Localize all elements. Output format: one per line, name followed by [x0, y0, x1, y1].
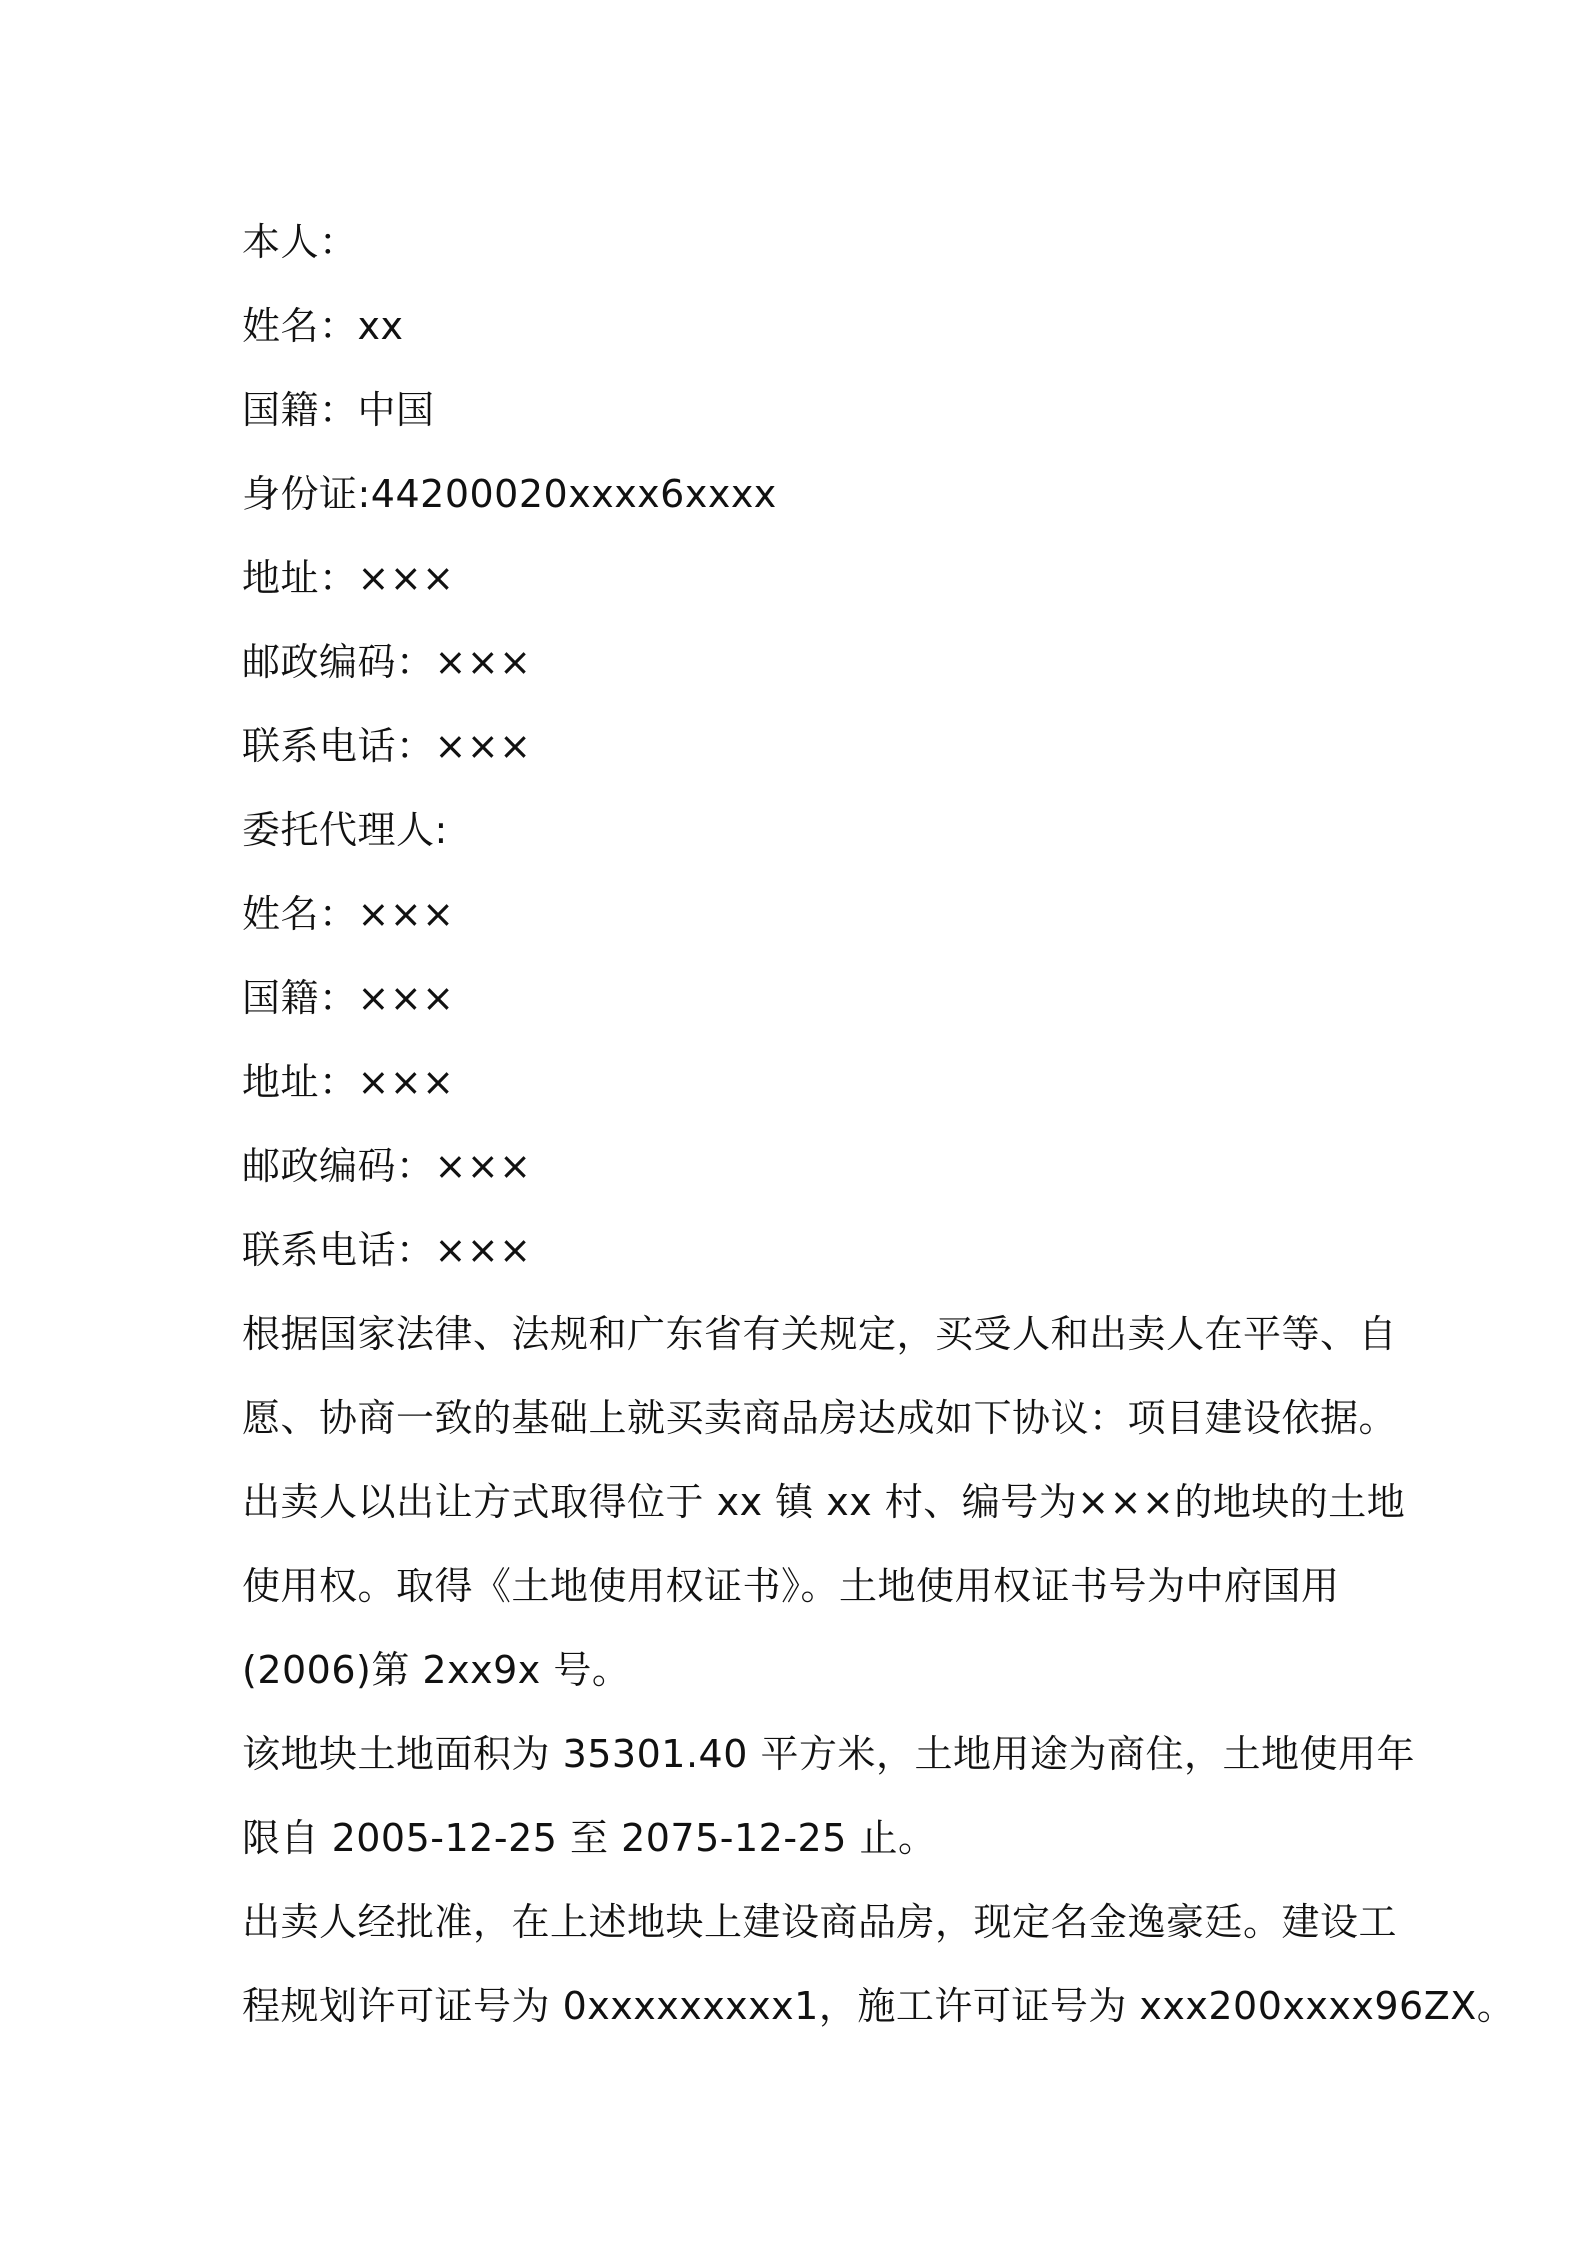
agent-nationality: 国籍：×××	[242, 976, 455, 1020]
principal-heading: 本人：	[242, 220, 358, 264]
principal-phone: 联系电话：×××	[242, 724, 532, 768]
principal-postal-code: 邮政编码：×××	[242, 640, 532, 684]
agent-postal-code: 邮政编码：×××	[242, 1144, 532, 1188]
document-page	[242, 200, 1516, 2048]
area-paragraph-line: 限自 2005-12-25 至 2075-12-25 止。	[242, 1816, 937, 1860]
agreement-paragraph-line: 根据国家法律、法规和广东省有关规定，买受人和出卖人在平等、自	[242, 1312, 1398, 1356]
land-paragraph-line: 出卖人以出让方式取得位于 xx 镇 xx 村、编号为×××的地块的土地	[242, 1480, 1406, 1524]
land-paragraph-line: 使用权。取得《土地使用权证书》。土地使用权证书号为中府国用	[242, 1564, 1340, 1608]
permit-paragraph-line: 程规划许可证号为 0xxxxxxxxx1，施工许可证号为 xxx200xxxx96ZX。	[242, 1984, 1516, 2028]
agent-phone: 联系电话：×××	[242, 1228, 532, 1272]
area-paragraph-line: 该地块土地面积为 35301.40 平方米，土地用途为商住，土地使用年	[242, 1732, 1415, 1776]
agent-name: 姓名：×××	[242, 892, 455, 936]
agent-heading: 委托代理人:	[242, 808, 448, 852]
land-paragraph-line: (2006)第 2xx9x 号。	[242, 1648, 631, 1692]
principal-name: 姓名：xx	[242, 304, 404, 348]
agreement-paragraph-line: 愿、协商一致的基础上就买卖商品房达成如下协议：项目建设依据。	[242, 1396, 1398, 1440]
permit-paragraph-line: 出卖人经批准，在上述地块上建设商品房，现定名金逸豪廷。建设工	[242, 1900, 1398, 1944]
principal-nationality: 国籍：中国	[242, 388, 435, 432]
principal-id-number: 身份证:44200020xxxx6xxxx	[242, 472, 777, 516]
principal-address: 地址：×××	[242, 556, 455, 600]
agent-address: 地址：×××	[242, 1060, 455, 1104]
